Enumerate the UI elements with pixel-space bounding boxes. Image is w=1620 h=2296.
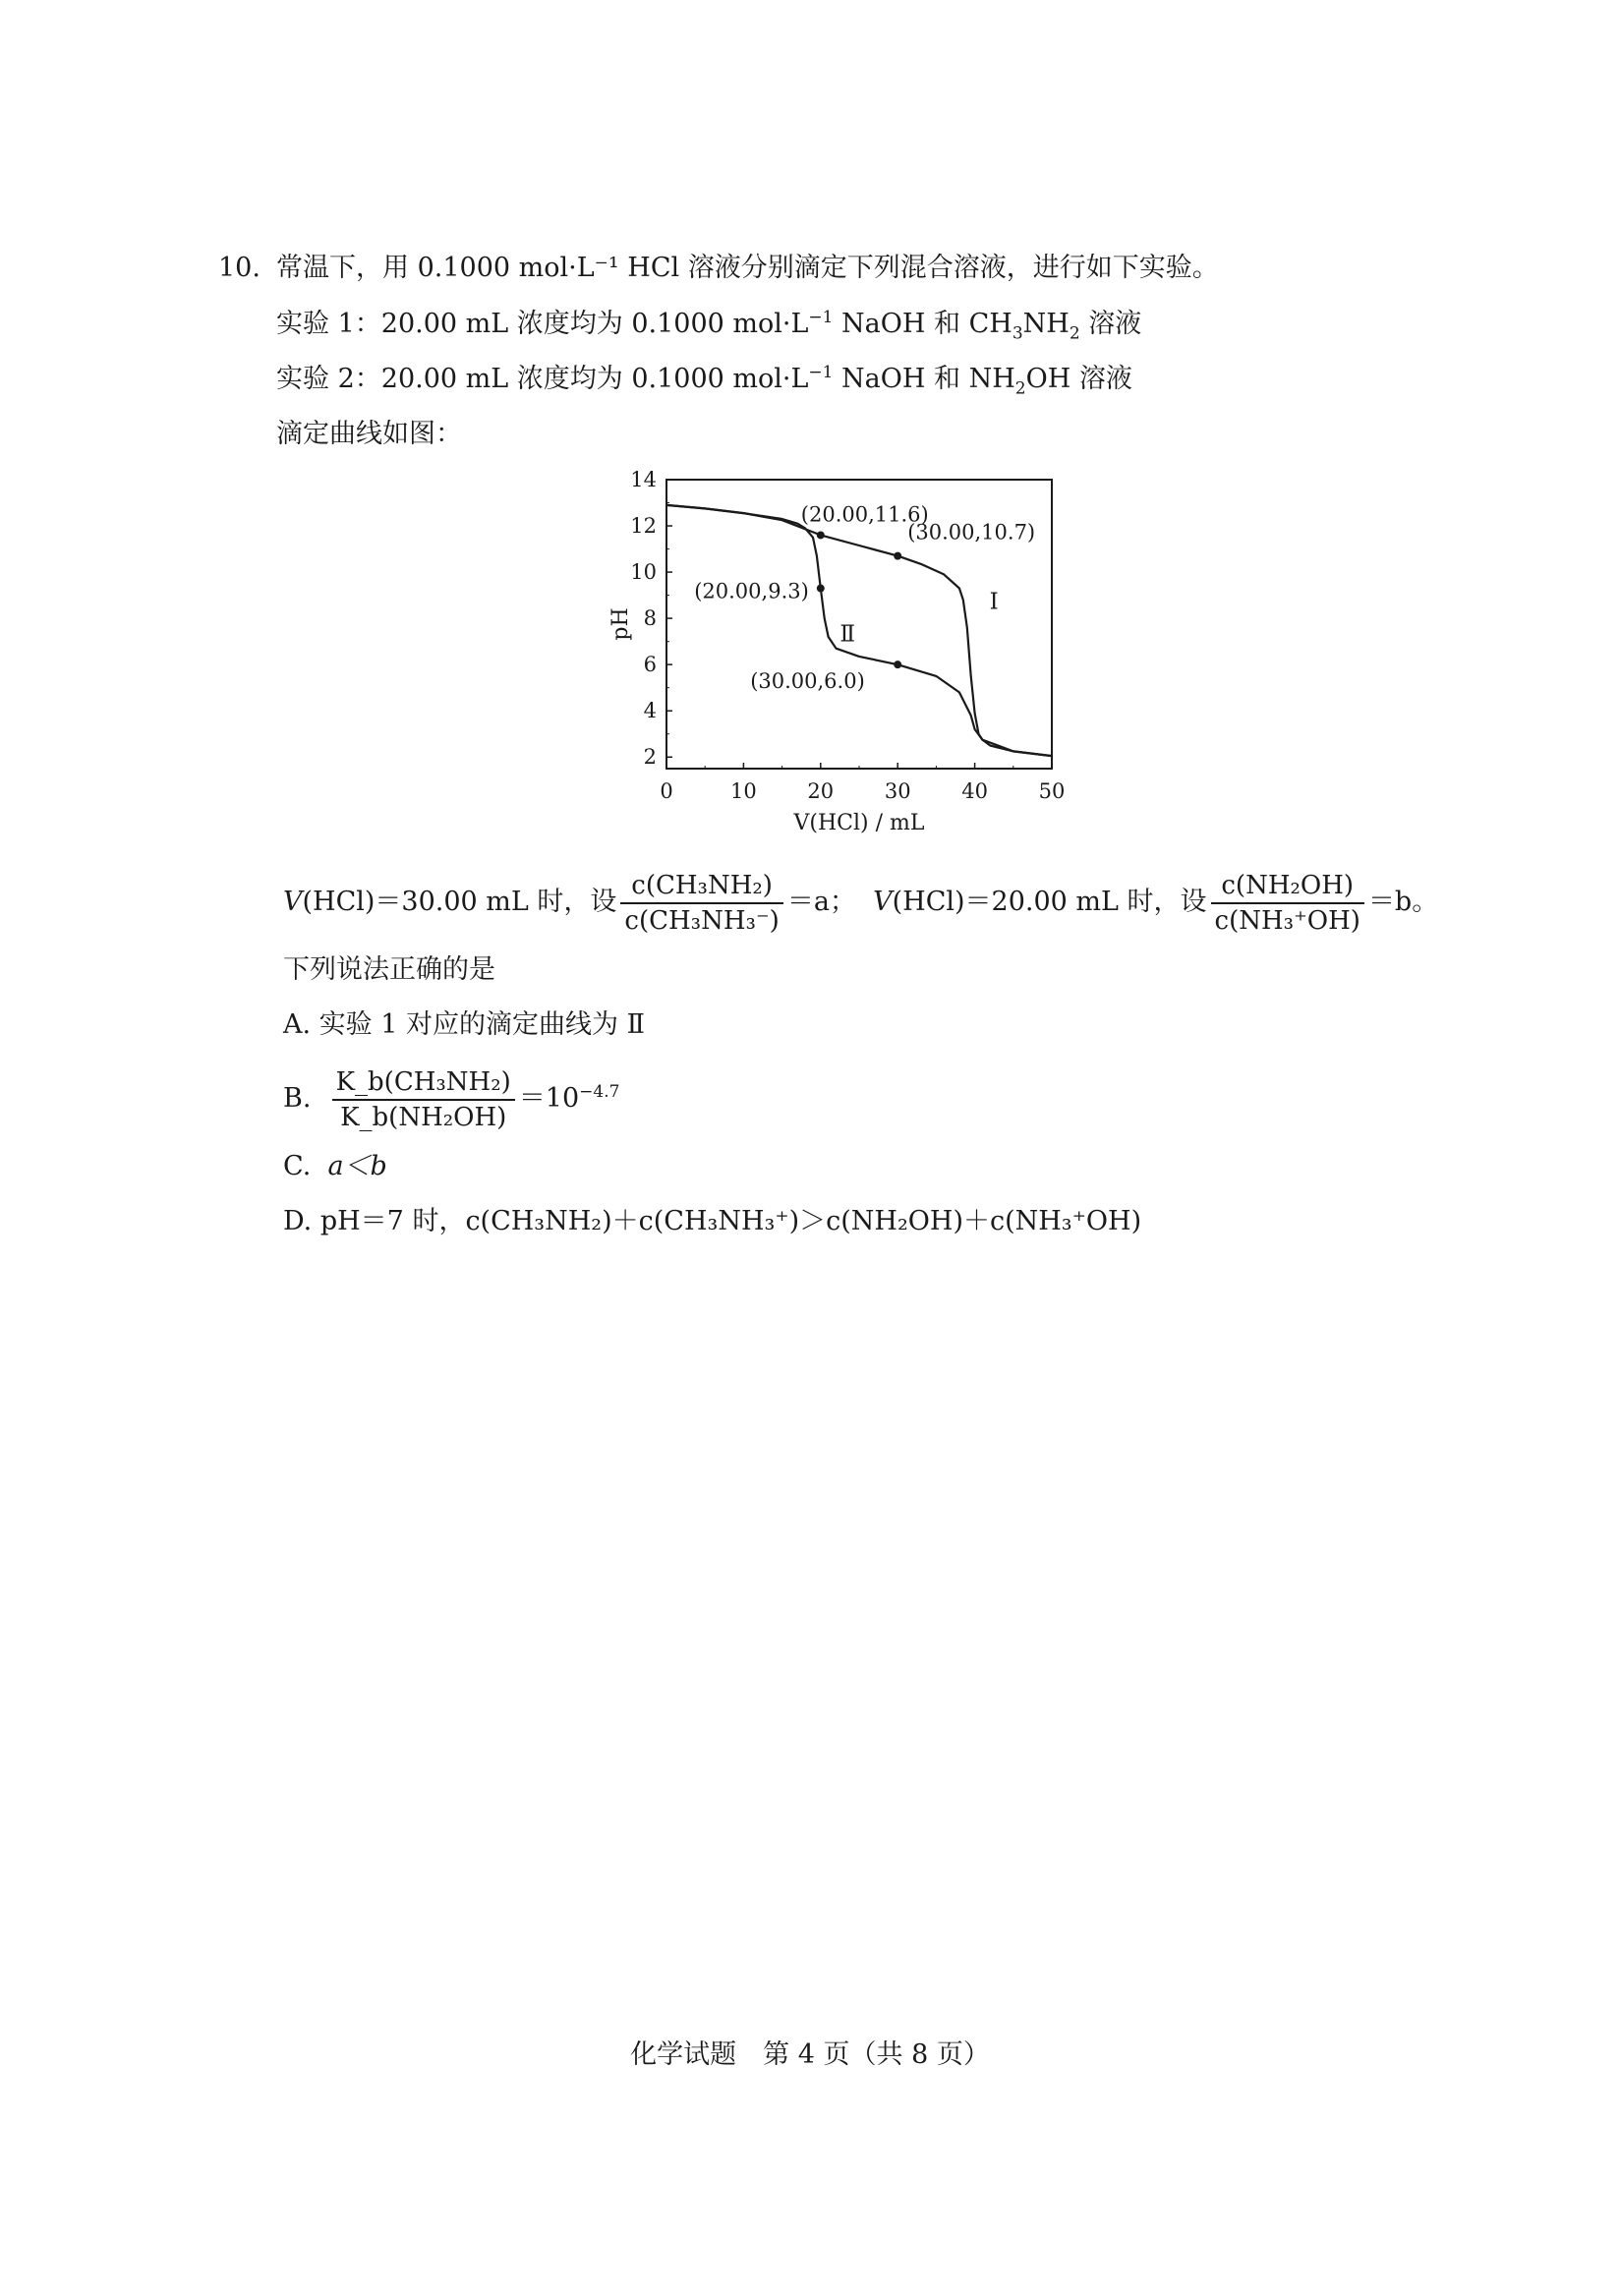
prompt: 下列说法正确的是: [283, 954, 495, 985]
data-point: [894, 552, 901, 560]
y-tick-label: 2: [643, 745, 657, 770]
fraction-b: $\frac{\text{c(NH₂OH)}}{\text{c(NH₃⁺OH)}}$: [1211, 871, 1364, 936]
series-label-1: Ⅰ: [989, 589, 999, 615]
experiment-2: 实验 2：20.00 mL 浓度均为 0.1000 $mol\cdot L^{-1}$ NaOH 和 $NH_2OH$ 溶液: [276, 363, 1132, 399]
data-point: [817, 585, 825, 593]
fraction-a: $\frac{\text{c(CH₃NH₂)}}{\text{c(CH₃NH₃⁻)}}$: [620, 871, 782, 936]
x-tick-label: 50: [1038, 779, 1066, 803]
x-tick-label: 40: [961, 779, 988, 803]
data-point: [894, 660, 901, 668]
x-tick-label: 10: [730, 779, 757, 803]
experiment-1: 实验 1：20.00 mL 浓度均为 0.1000 $mol\cdot L^{-1}$ NaOH 和 $CH_3NH_2$ 溶液: [276, 308, 1142, 344]
y-tick-label: 14: [630, 468, 657, 491]
y-tick-label: 4: [643, 699, 657, 723]
y-tick-label: 10: [630, 560, 657, 585]
question-number: 10.: [218, 253, 260, 283]
x-tick-label: 20: [807, 779, 835, 803]
x-tick-label: 30: [884, 779, 911, 803]
y-tick-label: 8: [643, 606, 657, 631]
titration-chart: [590, 462, 1081, 850]
data-point-label: (30.00,10.7): [907, 520, 1036, 545]
y-axis-label: pH: [608, 607, 633, 641]
series-label-2: Ⅱ: [839, 621, 856, 648]
conditions-line: V(HCl)＝30.00 mL 时，设 $\frac{\text{c(CH₃NH₂)}}{\text{c(CH₃NH₃⁻)}}$ ＝a； V(HCl)＝20.00 mL 时，设 $\frac{\text{c(NH₂OH)}}{\text{c(NH₃⁺OH)}}$ ＝b。: [283, 870, 1439, 936]
data-point: [817, 531, 825, 539]
question-stem: 常温下，用 0.1000 mol·L⁻¹ HCl 溶液分别滴定下列混合溶液，进行如下实验。: [276, 253, 1219, 283]
x-axis-label: V(HCl) / mL: [793, 811, 925, 835]
x-tick-label: 0: [660, 779, 673, 803]
option-b-fraction: $\frac{\text{K\_b(CH₃NH₂)}}{\text{K\_b(NH₂OH)}}$: [332, 1067, 515, 1132]
option-c: C. a＜b: [283, 1151, 387, 1181]
option-b: B. $\frac{\text{K\_b(CH₃NH₂)}}{\text{K\_b(NH₂OH)}}$ $=10^{-4.7}$: [283, 1066, 620, 1132]
page-footer: 化学试题 第 4 页（共 8 页）: [630, 2039, 990, 2070]
data-point-label: (30.00,6.0): [750, 669, 865, 694]
option-d: D. pH＝7 时，c(CH₃NH₂)＋c(CH₃NH₃⁺)＞c(NH₂OH)＋c(NH₃⁺OH): [283, 1206, 1142, 1236]
y-tick-label: 6: [643, 653, 657, 677]
data-point-label: (20.00,11.6): [800, 502, 929, 527]
y-tick-label: 12: [630, 514, 657, 539]
option-a: A. 实验 1 对应的滴定曲线为 Ⅱ: [283, 1009, 645, 1040]
curve-intro: 滴定曲线如图：: [276, 419, 462, 449]
data-point-label: (20.00,9.3): [694, 579, 809, 603]
